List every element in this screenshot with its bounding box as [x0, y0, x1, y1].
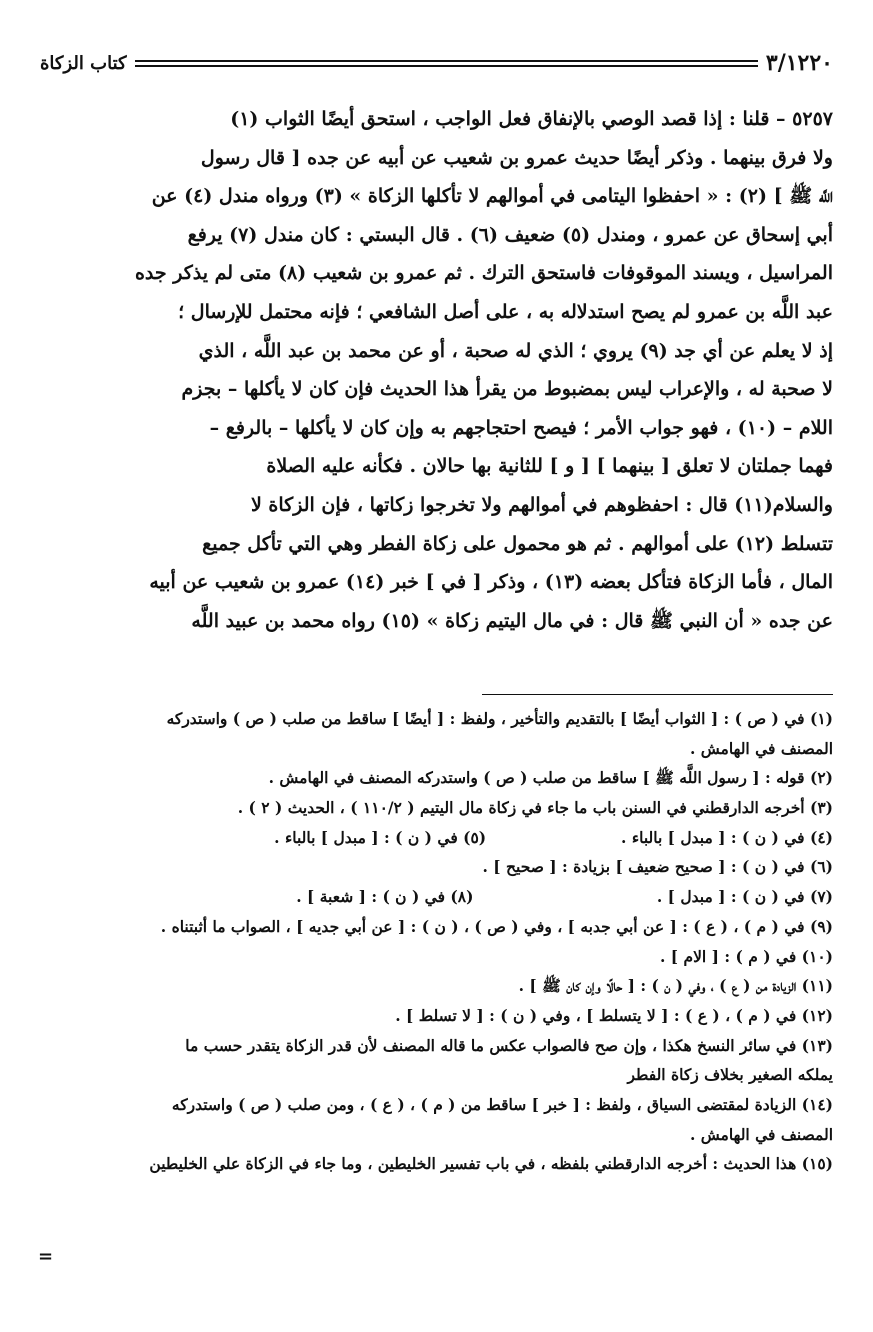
footnote-line: (٢) قوله : [ رسول اللَّه ﷺ ] ساقط من صلب ( ص ) واستدركه المصنف في الهامش .	[268, 768, 833, 788]
footnote-line: (١٠) في ( م ) : [ الام ] .	[659, 946, 833, 966]
footnote-line: المصنف في الهامش .	[689, 738, 833, 758]
continuation-mark: =	[38, 1246, 54, 1267]
text-line: أبي إسحاق عن عمرو ، ومندل (٥) ضعيف (٦) . قال البستي : كان مندل (٧) يرفع	[187, 223, 833, 246]
footnote-separator	[482, 694, 833, 695]
footnote-line: (١٥) هذا الحديث : أخرجه الدارقطني بلفظه ، في باب تفسير الخليطين ، وما جاء في الزكاة علي الخليطين	[149, 1154, 833, 1174]
text-line: والسلام(١١) قال : احفظوهم في أموالهم ولا تخرجوا زكاتها ، فإن الزكاة لا	[250, 493, 833, 516]
text-line: المراسيل ، ويسند الموقوفات فاستحق الترك . ثم عمرو بن شعيب (٨) متى لم يذكر جده	[134, 262, 833, 285]
footnote-line: يملكه الصغير بخلاف زكاة الفطر	[627, 1065, 833, 1085]
footnote-line: المصنف في الهامش .	[689, 1124, 833, 1144]
footnote-line: (١٤) الزيادة لمقتضى السياق ، ولفظ : [ خبر ] ساقط من ( م ) ، ( ع ) ، ومن صلب ( ص ) واستدركه	[171, 1094, 833, 1114]
main-text	[58, 100, 833, 640]
text-line: ولا فرق بينهما . وذكر أيضًا حديث عمرو بن شعيب عن أبيه عن جده [ قال رسول	[200, 146, 833, 169]
footnote-line: (١١) الزيادة من ( ع ) ، وفي ( ن ) : [ حالًا وإن كان ﷺ ] .	[518, 976, 833, 996]
footnote-line: (١) في ( ص ) : [ الثواب أيضًا ] بالتقديم والتأخير ، ولفظ : [ أيضًا ] ساقط من صلب ( ص ) واستدركه	[166, 709, 833, 728]
text-line: اللَّه ﷺ ] (٢) : « احفظوا اليتامى في أموالهم لا تأكلها الزكاة » (٣) ورواه مندل (٤) عن	[151, 185, 833, 208]
footnote-line: (٤) في ( ن ) : [ مبدل ] بالباء . (٥) في ( ن ) : [ مبدل ] بالباء .	[274, 827, 833, 847]
text-line: عن جده « أن النبي ﷺ قال : في مال اليتيم زكاة » (١٥) رواه محمد بن عبيد اللَّه	[191, 609, 833, 632]
footnote-line: (١٢) في ( م ) ، ( ع ) : [ لا يتسلط ] ، وفي ( ن ) : [ لا تسلط ] .	[395, 1005, 833, 1025]
text-line: فهما جملتان لا تعلق [ بينهما ] [ و ] للثانية بها حالان . فكأنه عليه الصلاة	[266, 455, 833, 478]
footnote-line: (٩) في ( م ) ، ( ع ) : [ عن أبي جدبه ] ، وفي ( ص ) ، ( ن ) : [ عن أبي جديه ] ، الصواب ما أثبتناه .	[160, 916, 833, 936]
footnote-line: (٧) في ( ن ) : [ مبدل ] . (٨) في ( ن ) : [ شعبة ] .	[296, 887, 833, 907]
text-line: لا صحبة له ، والإعراب ليس بمضبوط من يقرأ هذا الحديث فإن كان لا يأكلها – بجزم	[181, 378, 833, 401]
running-header	[40, 48, 833, 78]
header-rule	[135, 60, 758, 67]
text-line: عبد اللَّه بن عمرو لم يصح استدلاله به ، على أصل الشافعي ؛ فإنه محتمل للإرسال ؛	[178, 300, 833, 323]
text-line: المال ، فأما الزكاة فتأكل بعضه (١٣) ، وذكر [ في ] خبر (١٤) عمرو بن شعيب عن أبيه	[149, 571, 833, 594]
text-line: اللام – (١٠) ، فهو جواب الأمر ؛ فيصح احتجاجهم به وإن كان لا يأكلها – بالرفع –	[209, 416, 833, 439]
footnote-line: (١٣) في سائر النسخ هكذا ، وإن صح فالصواب عكس ما قاله المصنف لأن قدر الزكاة يتقدر حسب ما	[185, 1035, 833, 1055]
footnote-line: (٣) أخرجه الدارقطني في السنن باب ما جاء في زكاة مال اليتيم ( ١١٠/٢ ) ، الحديث ( ٢ ) .	[237, 798, 833, 818]
chapter-title: كتاب الزكاة	[40, 52, 127, 74]
footnote-line: (٦) في ( ن ) : [ صحيح ضعيف ] بزيادة : [ صحيح ] .	[482, 857, 833, 877]
text-line: ٥٢٥٧ – قلنا : إذا قصد الوصي بالإنفاق فعل الواجب ، استحق أيضًا الثواب (١)	[230, 108, 833, 130]
text-line: إذ لا يعلم عن أي جد (٩) يروي ؛ الذي له صحبة ، أو عن محمد بن عبد اللَّه ، الذي	[198, 339, 833, 362]
text-line: تتسلط (١٢) على أموالهم . ثم هو محمول على زكاة الفطر وهي التي تأكل جميع	[202, 532, 833, 555]
footnotes	[40, 704, 833, 1179]
page-number: ٣/١٢٢٠	[765, 50, 833, 76]
